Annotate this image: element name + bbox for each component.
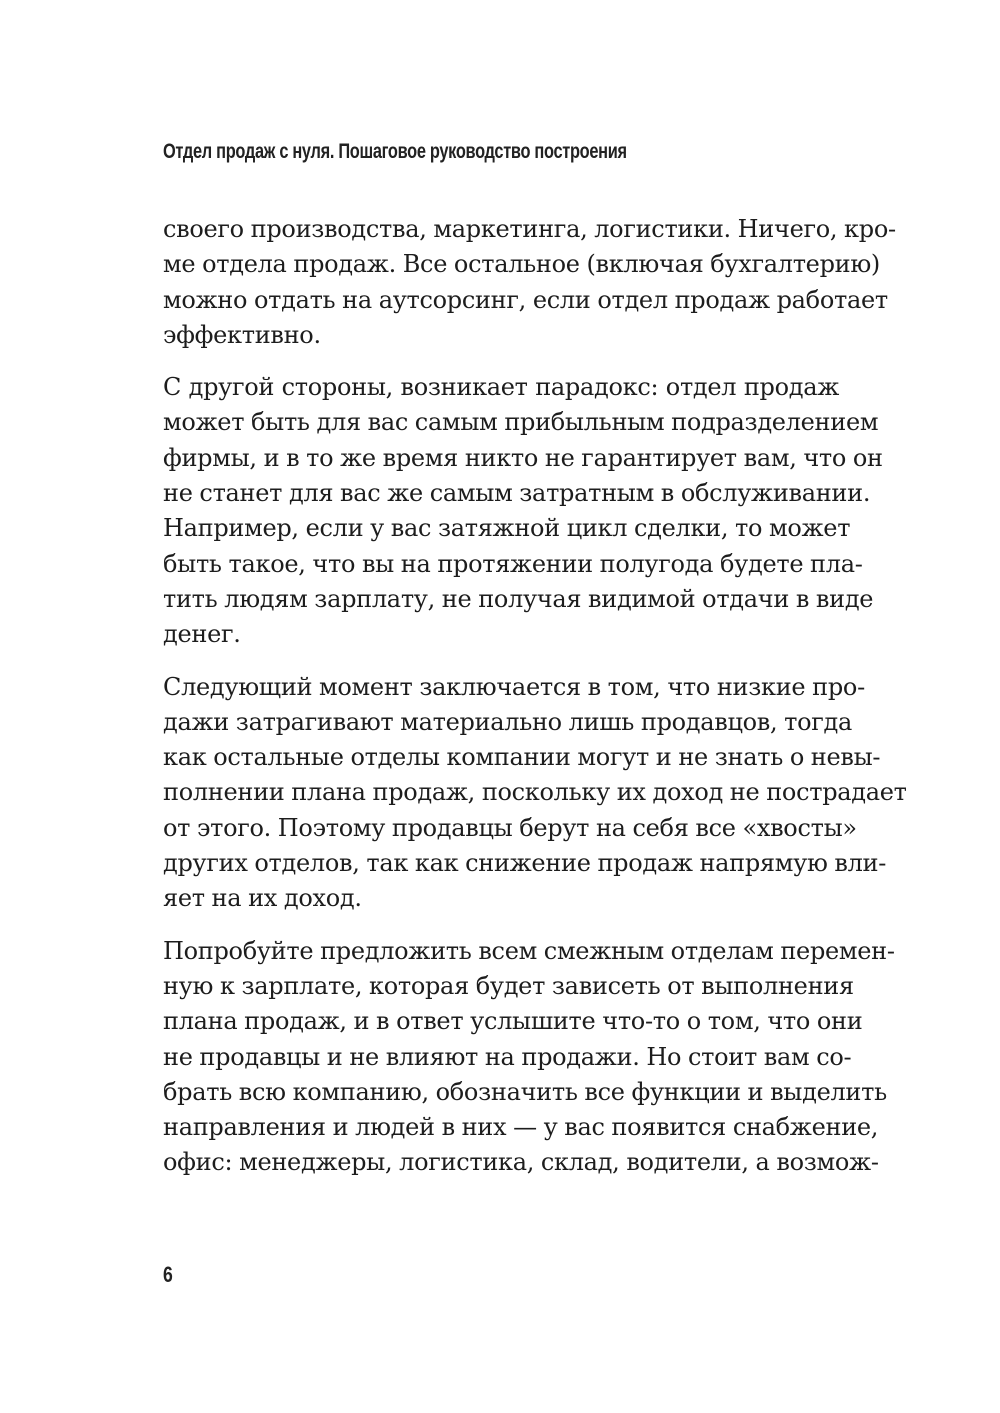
- text-line: фирмы, и в то же время никто не гарантирует вам, что он: [163, 443, 883, 472]
- text-line: других отделов, так как снижение продаж напрямую вли-: [163, 849, 887, 878]
- paragraph-2: [163, 370, 883, 652]
- text-line: может быть для вас самым прибыльным подразделением: [163, 408, 879, 437]
- body-text: [163, 212, 907, 1198]
- page-number: 6: [163, 1262, 173, 1287]
- text-line: тить людям зарплату, не получая видимой отдачи в виде: [163, 584, 874, 613]
- text-line: ную к зарплате, которая будет зависеть от выполнения: [163, 971, 854, 1000]
- paragraph-1: [163, 212, 896, 353]
- text-line: эффективно.: [163, 320, 321, 349]
- text-line: Например, если у вас затяжной цикл сделки, то может: [163, 514, 851, 543]
- paragraph-4: [163, 934, 895, 1181]
- text-line: брать всю компанию, обозначить все функции и выделить: [163, 1077, 887, 1106]
- text-line: как остальные отделы компании могут и не знать о невы-: [163, 743, 881, 772]
- text-line: Следующий момент заключается в том, что низкие про-: [163, 672, 865, 701]
- text-line: плана продаж, и в ответ услышите что-то о том, что они: [163, 1007, 863, 1036]
- text-line: направления и людей в них — у вас появится снабжение,: [163, 1113, 879, 1142]
- text-line: можно отдать на аутсорсинг, если отдел продаж работает: [163, 285, 888, 314]
- text-line: полнении плана продаж, поскольку их доход не пострадает: [163, 778, 907, 807]
- text-line: быть такое, что вы на протяжении полугода будете пла-: [163, 549, 863, 578]
- text-line: не продавцы и не влияют на продажи. Но стоит вам со-: [163, 1042, 852, 1071]
- text-line: офис: менеджеры, логистика, склад, водители, а возмож-: [163, 1148, 879, 1177]
- text-line: своего производства, маркетинга, логистики. Ничего, кро-: [163, 215, 896, 243]
- text-line: не станет для вас же самым затратным в обслуживании.: [163, 479, 871, 508]
- text-line: ме отдела продаж. Все остальное (включая бухгалтерию): [163, 250, 880, 279]
- text-line: дажи затрагивают материально лишь продавцов, тогда: [163, 707, 853, 736]
- text-line: денег.: [163, 620, 241, 649]
- text-line: Попробуйте предложить всем смежным отделам перемен-: [163, 936, 895, 965]
- text-line: от этого. Поэтому продавцы берут на себя все «хвосты»: [163, 813, 857, 842]
- text-line: С другой стороны, возникает парадокс: отдел продаж: [163, 373, 839, 402]
- paragraph-3: [163, 670, 907, 917]
- text-line: яет на их доход.: [163, 884, 362, 913]
- running-head: Отдел продаж с нуля. Пошаговое руководство построения: [163, 140, 627, 163]
